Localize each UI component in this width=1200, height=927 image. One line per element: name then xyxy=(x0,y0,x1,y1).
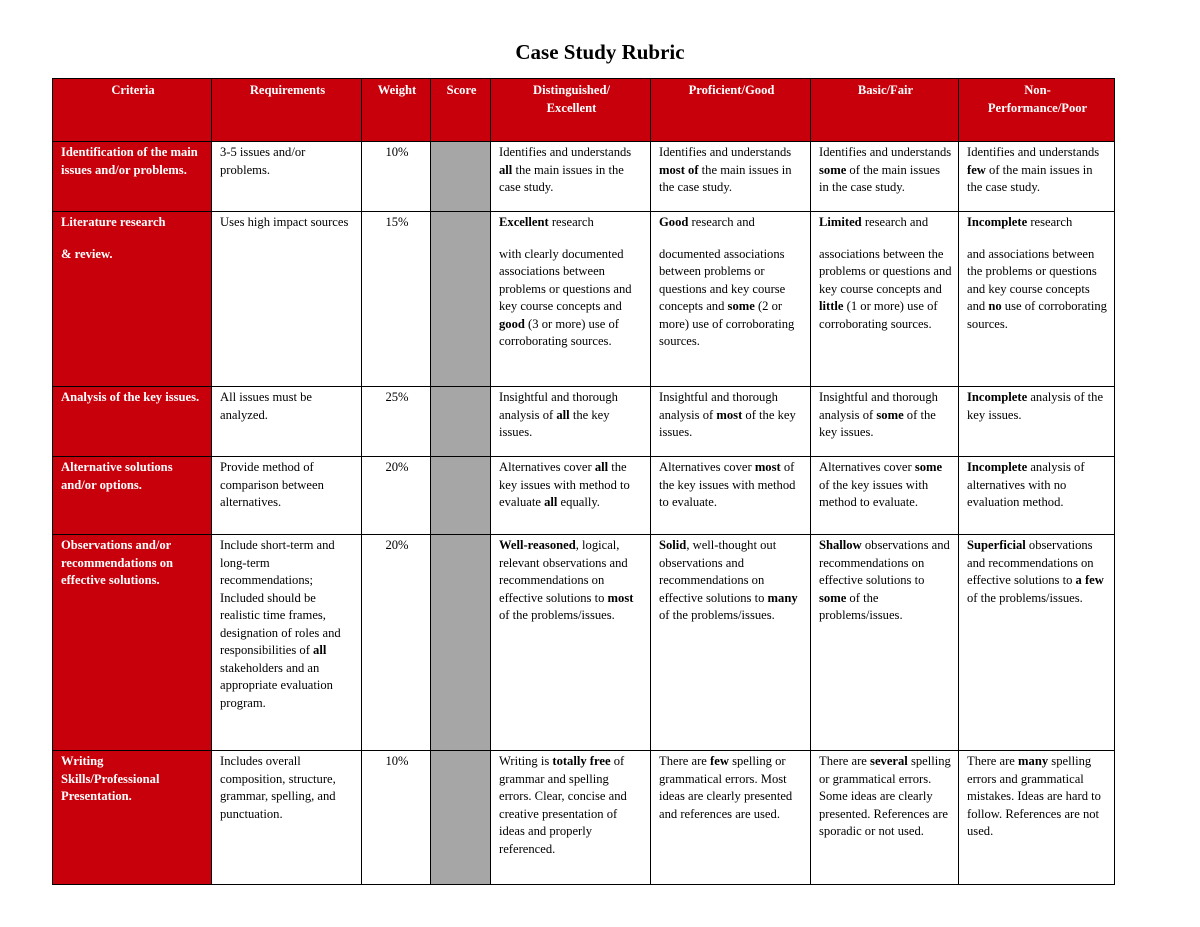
distinguished-cell: Well-reasoned, logical, relevant observations and recommendations on effective solutions to most of the problems/issues. xyxy=(491,535,651,751)
table-row xyxy=(53,142,1115,212)
basic-cell: Shallow observations and recommendations on effective solutions to some of the problems/issues. xyxy=(811,535,959,751)
header-requirements: Requirements xyxy=(212,79,362,142)
score-cell[interactable] xyxy=(431,457,491,535)
header-score: Score xyxy=(431,79,491,142)
proficient-cell: Good research and documented associations between problems or questions and key course concepts and some (2 or more) use of corroborating sources. xyxy=(651,212,811,387)
basic-cell: Limited research and associations between the problems or questions and key course concepts and little (1 or more) use of corroborating sources. xyxy=(811,212,959,387)
proficient-cell: Alternatives cover most of the key issues with method to evaluate. xyxy=(651,457,811,535)
table-row xyxy=(53,387,1115,457)
criteria-cell: Alternative solutions and/or options. xyxy=(53,457,212,535)
score-cell[interactable] xyxy=(431,751,491,885)
header-weight: Weight xyxy=(362,79,431,142)
poor-cell: There are many spelling errors and grammatical mistakes. Ideas are hard to follow. References are not used. xyxy=(959,751,1115,885)
header-proficient: Proficient/Good xyxy=(651,79,811,142)
weight-cell: 25% xyxy=(362,387,431,457)
table-row xyxy=(53,751,1115,885)
proficient-cell: Identifies and understands most of the main issues in the case study. xyxy=(651,142,811,212)
distinguished-cell: Alternatives cover all the key issues with method to evaluate all equally. xyxy=(491,457,651,535)
requirements-cell: Include short-term and long-term recommendations; Included should be realistic time frames, designation of roles and responsibilities of all stakeholders and an appropriate evaluation program. xyxy=(212,535,362,751)
distinguished-cell: Writing is totally free of grammar and spelling errors. Clear, concise and creative presentation of ideas and properly referenced. xyxy=(491,751,651,885)
header-distinguished xyxy=(491,79,651,142)
table-row xyxy=(53,457,1115,535)
weight-cell: 15% xyxy=(362,212,431,387)
score-cell[interactable] xyxy=(431,212,491,387)
proficient-cell: There are few spelling or grammatical errors. Most ideas are clearly presented and references are used. xyxy=(651,751,811,885)
criteria-cell: Writing Skills/Professional Presentation. xyxy=(53,751,212,885)
basic-cell: Alternatives cover some of the key issues with method to evaluate. xyxy=(811,457,959,535)
requirements-cell: All issues must be analyzed. xyxy=(212,387,362,457)
criteria-cell: Observations and/or recommendations on effective solutions. xyxy=(53,535,212,751)
poor-cell: Incomplete analysis of the key issues. xyxy=(959,387,1115,457)
criteria-cell: Analysis of the key issues. xyxy=(53,387,212,457)
basic-cell: There are several spelling or grammatical errors. Some ideas are clearly presented. References are sporadic or not used. xyxy=(811,751,959,885)
weight-cell: 20% xyxy=(362,457,431,535)
header-distinguished-line1: Distinguished/ xyxy=(533,83,610,97)
requirements-cell: Provide method of comparison between alternatives. xyxy=(212,457,362,535)
poor-cell: Identifies and understands few of the main issues in the case study. xyxy=(959,142,1115,212)
header-non-performance xyxy=(959,79,1115,142)
table-row xyxy=(53,212,1115,387)
distinguished-cell: Insightful and thorough analysis of all the key issues. xyxy=(491,387,651,457)
score-cell[interactable] xyxy=(431,387,491,457)
proficient-cell: Insightful and thorough analysis of most of the key issues. xyxy=(651,387,811,457)
requirements-cell: Includes overall composition, structure, grammar, spelling, and punctuation. xyxy=(212,751,362,885)
rubric-table xyxy=(52,78,1115,885)
header-criteria: Criteria xyxy=(53,79,212,142)
distinguished-cell: Identifies and understands all the main issues in the case study. xyxy=(491,142,651,212)
requirements-cell: Uses high impact sources xyxy=(212,212,362,387)
header-non-line2: Performance/Poor xyxy=(987,100,1088,115)
basic-cell: Identifies and understands some of the main issues in the case study. xyxy=(811,142,959,212)
header-non-line1: Non- xyxy=(1024,83,1051,97)
poor-cell: Superficial observations and recommendations on effective solutions to a few of the problems/issues. xyxy=(959,535,1115,751)
distinguished-cell: Excellent research with clearly documented associations between problems or questions and key course concepts and good (3 or more) use of corroborating sources. xyxy=(491,212,651,387)
table-row xyxy=(53,535,1115,751)
header-row xyxy=(53,79,1115,142)
criteria-cell: Identification of the main issues and/or problems. xyxy=(53,142,212,212)
weight-cell: 10% xyxy=(362,142,431,212)
page-title: Case Study Rubric xyxy=(515,40,685,64)
score-cell[interactable] xyxy=(431,535,491,751)
poor-cell: Incomplete analysis of alternatives with no evaluation method. xyxy=(959,457,1115,535)
score-cell[interactable] xyxy=(431,142,491,212)
weight-cell: 10% xyxy=(362,751,431,885)
proficient-cell: Solid, well-thought out observations and recommendations on effective solutions to many of the problems/issues. xyxy=(651,535,811,751)
basic-cell: Insightful and thorough analysis of some of the key issues. xyxy=(811,387,959,457)
criteria-cell: Literature research & review. xyxy=(53,212,212,387)
header-distinguished-line2: Excellent xyxy=(546,100,597,115)
weight-cell: 20% xyxy=(362,535,431,751)
requirements-cell: 3-5 issues and/or problems. xyxy=(212,142,362,212)
poor-cell: Incomplete research and associations between the problems or questions and key course concepts and no use of corroborating sources. xyxy=(959,212,1115,387)
header-basic: Basic/Fair xyxy=(811,79,959,142)
